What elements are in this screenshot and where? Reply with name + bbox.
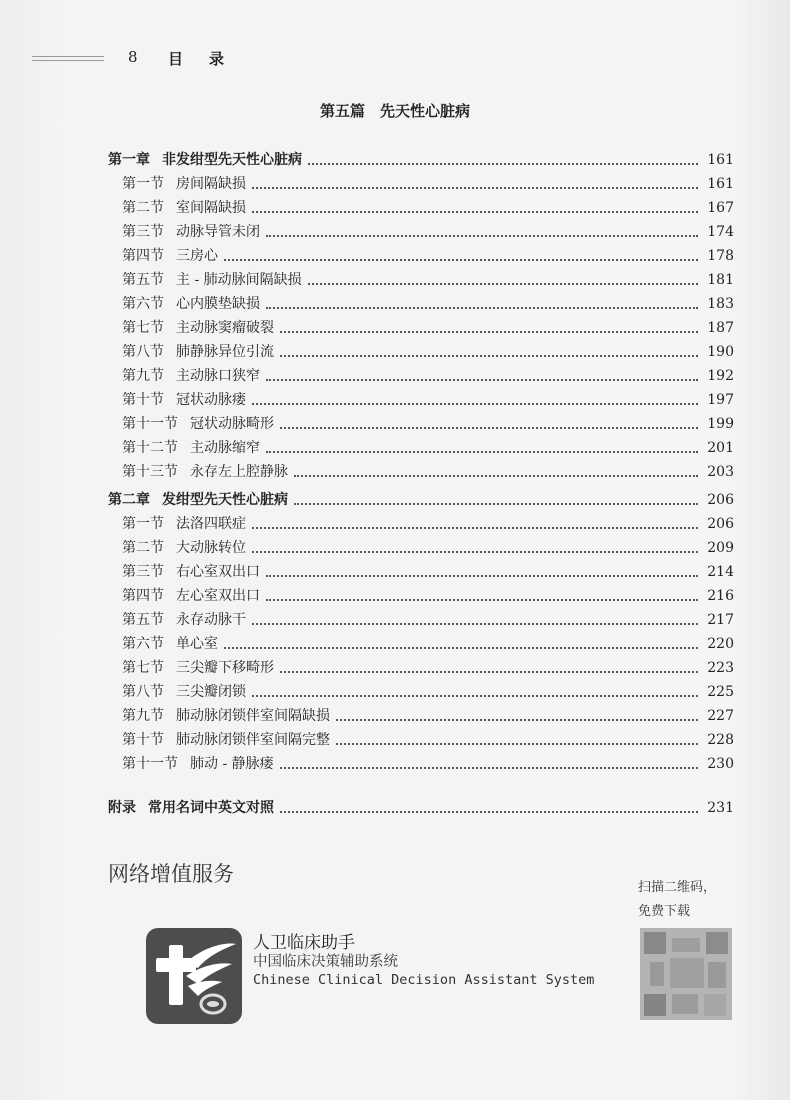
toc-page-number: 217 bbox=[707, 612, 734, 628]
medical-cross-wing-logo-icon bbox=[146, 928, 242, 1024]
toc-entry-label bbox=[108, 538, 246, 558]
toc-entry-label bbox=[108, 174, 246, 194]
toc-entry-number: 第一章 bbox=[108, 152, 150, 168]
qr-code-icon[interactable] bbox=[640, 928, 732, 1020]
toc-entry-label bbox=[108, 514, 246, 534]
toc-leader-dots bbox=[252, 550, 698, 553]
toc-section-row bbox=[108, 726, 734, 750]
toc-section-row bbox=[108, 410, 734, 434]
toc-leader-dots bbox=[308, 282, 698, 285]
toc-entry-label bbox=[108, 682, 246, 702]
toc-page-number: 227 bbox=[707, 708, 734, 724]
toc-entry-title: 发绀型先天性心脏病 bbox=[162, 492, 288, 508]
toc-section-row bbox=[108, 290, 734, 314]
toc-page-number: 161 bbox=[707, 152, 734, 168]
toc-entry-number: 第十三节 bbox=[122, 464, 178, 480]
toc-leader-dots bbox=[266, 306, 698, 309]
toc-section-row bbox=[108, 218, 734, 242]
part-title: 第五篇 先天性心脏病 bbox=[319, 102, 470, 120]
toc-page-number: 206 bbox=[707, 516, 734, 532]
toc-entry-number: 第八节 bbox=[122, 344, 164, 360]
toc-page-number: 167 bbox=[707, 200, 734, 216]
toc-page-number: 220 bbox=[707, 636, 734, 652]
toc-section-row bbox=[108, 510, 734, 534]
toc-leader-dots bbox=[266, 378, 698, 381]
toc-entry-title: 主动脉窦瘤破裂 bbox=[176, 320, 274, 336]
app-subtitle: 中国临床决策辅助系统 bbox=[253, 954, 398, 970]
toc-page-number: 231 bbox=[707, 800, 734, 816]
toc-entry-label bbox=[108, 318, 274, 338]
toc-page-number: 190 bbox=[707, 344, 734, 360]
toc-entry-label bbox=[108, 730, 330, 750]
toc-entry-number: 附录 bbox=[108, 800, 136, 816]
toc-section-row bbox=[108, 362, 734, 386]
toc-page-number: 230 bbox=[707, 756, 734, 772]
toc-entry-title: 常用名词中英文对照 bbox=[148, 800, 274, 816]
app-name: 人卫临床助手 bbox=[253, 933, 355, 953]
toc-leader-dots bbox=[280, 766, 698, 769]
toc-page-number: 228 bbox=[707, 732, 734, 748]
toc-section-row bbox=[108, 654, 734, 678]
toc-entry-number: 第二节 bbox=[122, 540, 164, 556]
toc-entry-title: 三房心 bbox=[176, 248, 218, 264]
toc-leader-dots bbox=[266, 450, 698, 453]
toc-entry-title: 主动脉缩窄 bbox=[190, 440, 260, 456]
toc-entry-title: 法洛四联症 bbox=[176, 516, 246, 532]
toc-entry-label bbox=[108, 270, 302, 290]
toc-entry-title: 肺动脉闭锁伴室间隔完整 bbox=[176, 732, 330, 748]
toc-section-row bbox=[108, 534, 734, 558]
toc-entry-number: 第三节 bbox=[122, 224, 164, 240]
toc-entry-title: 肺动脉闭锁伴室间隔缺损 bbox=[176, 708, 330, 724]
toc-entry-label bbox=[108, 706, 330, 726]
toc-entry-label bbox=[108, 490, 288, 510]
toc-entry-label bbox=[108, 294, 260, 314]
toc-page-number: 225 bbox=[707, 684, 734, 700]
toc-section-row bbox=[108, 630, 734, 654]
toc-entry-title: 左心室双出口 bbox=[176, 588, 260, 604]
scan-line-1: 扫描二维码， bbox=[638, 880, 717, 895]
header-rule-line bbox=[32, 60, 104, 61]
toc-page-number: 223 bbox=[707, 660, 734, 676]
toc-entry-label bbox=[108, 342, 274, 362]
toc-chapter-row bbox=[108, 486, 734, 510]
toc-section-row bbox=[108, 314, 734, 338]
toc-entry-label bbox=[108, 222, 260, 242]
toc-leader-dots bbox=[280, 810, 698, 813]
toc-entry-number: 第十一节 bbox=[122, 756, 178, 772]
scan-line-2: 免费下载 bbox=[638, 904, 691, 919]
toc-page-number: 206 bbox=[707, 492, 734, 508]
toc-page-number: 178 bbox=[707, 248, 734, 264]
toc-entry-title: 右心室双出口 bbox=[176, 564, 260, 580]
toc-entry-number: 第一节 bbox=[122, 176, 164, 192]
toc-section-row bbox=[108, 338, 734, 362]
toc-appendix-row bbox=[108, 794, 734, 818]
toc-entry-title: 主 - 肺动脉间隔缺损 bbox=[176, 272, 302, 288]
toc-entry-number: 第二章 bbox=[108, 492, 150, 508]
toc-entry-number: 第五节 bbox=[122, 272, 164, 288]
toc-leader-dots bbox=[252, 210, 698, 213]
toc-entry-label bbox=[108, 658, 274, 678]
toc-section-row bbox=[108, 750, 734, 774]
toc-entry-label bbox=[108, 634, 218, 654]
toc-leader-dots bbox=[224, 258, 698, 261]
toc-entry-title: 肺静脉异位引流 bbox=[176, 344, 274, 360]
toc-entry-title: 心内膜垫缺损 bbox=[176, 296, 260, 312]
toc-entry-number: 第四节 bbox=[122, 588, 164, 604]
toc-entry-number: 第六节 bbox=[122, 636, 164, 652]
toc-leader-dots bbox=[280, 354, 698, 357]
toc-page-number: 209 bbox=[707, 540, 734, 556]
toc-entry-label bbox=[108, 610, 246, 630]
toc-leader-dots bbox=[308, 162, 698, 165]
toc-entry-number: 第十节 bbox=[122, 732, 164, 748]
toc-section-row bbox=[108, 194, 734, 218]
toc-leader-dots bbox=[280, 670, 698, 673]
toc-page-number: 161 bbox=[707, 176, 734, 192]
toc-leader-dots bbox=[280, 426, 698, 429]
toc-leader-dots bbox=[224, 646, 698, 649]
header-rule-line bbox=[32, 56, 104, 57]
toc-entry-title: 肺动 - 静脉瘘 bbox=[190, 756, 274, 772]
toc-leader-dots bbox=[266, 574, 698, 577]
toc-leader-dots bbox=[252, 694, 698, 697]
toc-section-row bbox=[108, 266, 734, 290]
toc-section-row bbox=[108, 434, 734, 458]
app-english-name: Chinese Clinical Decision Assistant System bbox=[253, 972, 595, 988]
toc-entry-title: 三尖瓣闭锁 bbox=[176, 684, 246, 700]
toc-entry-number: 第七节 bbox=[122, 320, 164, 336]
toc-entry-title: 大动脉转位 bbox=[176, 540, 246, 556]
toc-entry-title: 动脉导管未闭 bbox=[176, 224, 260, 240]
toc-entry-label bbox=[108, 586, 260, 606]
toc-entry-title: 主动脉口狭窄 bbox=[176, 368, 260, 384]
toc-section-row bbox=[108, 458, 734, 482]
toc-page-number: 203 bbox=[707, 464, 734, 480]
toc-entry-title: 永存左上腔静脉 bbox=[190, 464, 288, 480]
toc-section-row bbox=[108, 170, 734, 194]
toc-page-number: 216 bbox=[707, 588, 734, 604]
table-of-contents bbox=[108, 146, 734, 818]
scan-instruction bbox=[638, 876, 716, 924]
toc-page-number: 183 bbox=[707, 296, 734, 312]
toc-entry-title: 冠状动脉畸形 bbox=[190, 416, 274, 432]
toc-leader-dots bbox=[252, 622, 698, 625]
toc-entry-label bbox=[108, 414, 274, 434]
toc-entry-label bbox=[108, 754, 274, 774]
toc-entry-label bbox=[108, 798, 274, 818]
toc-entry-title: 房间隔缺损 bbox=[176, 176, 246, 192]
toc-entry-number: 第三节 bbox=[122, 564, 164, 580]
toc-section-row bbox=[108, 678, 734, 702]
toc-chapter-row bbox=[108, 146, 734, 170]
toc-entry-label bbox=[108, 562, 260, 582]
toc-leader-dots bbox=[252, 526, 698, 529]
toc-entry-number: 第一节 bbox=[122, 516, 164, 532]
toc-entry-number: 第十节 bbox=[122, 392, 164, 408]
page-number: 8 bbox=[128, 48, 138, 66]
toc-section-row bbox=[108, 558, 734, 582]
toc-leader-dots bbox=[266, 598, 698, 601]
toc-entry-label bbox=[108, 366, 260, 386]
toc-entry-number: 第九节 bbox=[122, 368, 164, 384]
toc-entry-number: 第十二节 bbox=[122, 440, 178, 456]
service-title: 网络增值服务 bbox=[108, 862, 234, 886]
toc-page-number: 199 bbox=[707, 416, 734, 432]
toc-leader-dots bbox=[266, 234, 698, 237]
toc-leader-dots bbox=[336, 742, 698, 745]
toc-entry-label bbox=[108, 246, 218, 266]
toc-leader-dots bbox=[294, 474, 698, 477]
toc-entry-number: 第九节 bbox=[122, 708, 164, 724]
toc-entry-title: 三尖瓣下移畸形 bbox=[176, 660, 274, 676]
toc-entry-title: 永存动脉干 bbox=[176, 612, 246, 628]
toc-entry-number: 第五节 bbox=[122, 612, 164, 628]
toc-entry-title: 室间隔缺损 bbox=[176, 200, 246, 216]
toc-entry-label bbox=[108, 150, 302, 170]
toc-leader-dots bbox=[336, 718, 698, 721]
toc-entry-label bbox=[108, 198, 246, 218]
toc-page-number: 181 bbox=[707, 272, 734, 288]
toc-section-row bbox=[108, 386, 734, 410]
toc-page-number: 174 bbox=[707, 224, 734, 240]
toc-entry-label bbox=[108, 462, 288, 482]
toc-entry-number: 第十一节 bbox=[122, 416, 178, 432]
toc-page-number: 201 bbox=[707, 440, 734, 456]
page-header-title: 目录 bbox=[168, 50, 251, 68]
toc-entry-number: 第七节 bbox=[122, 660, 164, 676]
toc-entry-number: 第六节 bbox=[122, 296, 164, 312]
toc-entry-number: 第四节 bbox=[122, 248, 164, 264]
toc-entry-label bbox=[108, 390, 246, 410]
toc-entry-number: 第二节 bbox=[122, 200, 164, 216]
toc-leader-dots bbox=[294, 502, 698, 505]
toc-section-row bbox=[108, 242, 734, 266]
toc-leader-dots bbox=[280, 330, 698, 333]
toc-entry-title: 非发绀型先天性心脏病 bbox=[162, 152, 302, 168]
toc-page-number: 197 bbox=[707, 392, 734, 408]
toc-page-number: 214 bbox=[707, 564, 734, 580]
toc-page-number: 187 bbox=[707, 320, 734, 336]
toc-page-number: 192 bbox=[707, 368, 734, 384]
toc-section-row bbox=[108, 606, 734, 630]
toc-leader-dots bbox=[252, 402, 698, 405]
toc-entry-title: 单心室 bbox=[176, 636, 218, 652]
toc-entry-number: 第八节 bbox=[122, 684, 164, 700]
toc-leader-dots bbox=[252, 186, 698, 189]
toc-section-row bbox=[108, 702, 734, 726]
toc-entry-title: 冠状动脉瘘 bbox=[176, 392, 246, 408]
toc-section-row bbox=[108, 582, 734, 606]
toc-entry-label bbox=[108, 438, 260, 458]
